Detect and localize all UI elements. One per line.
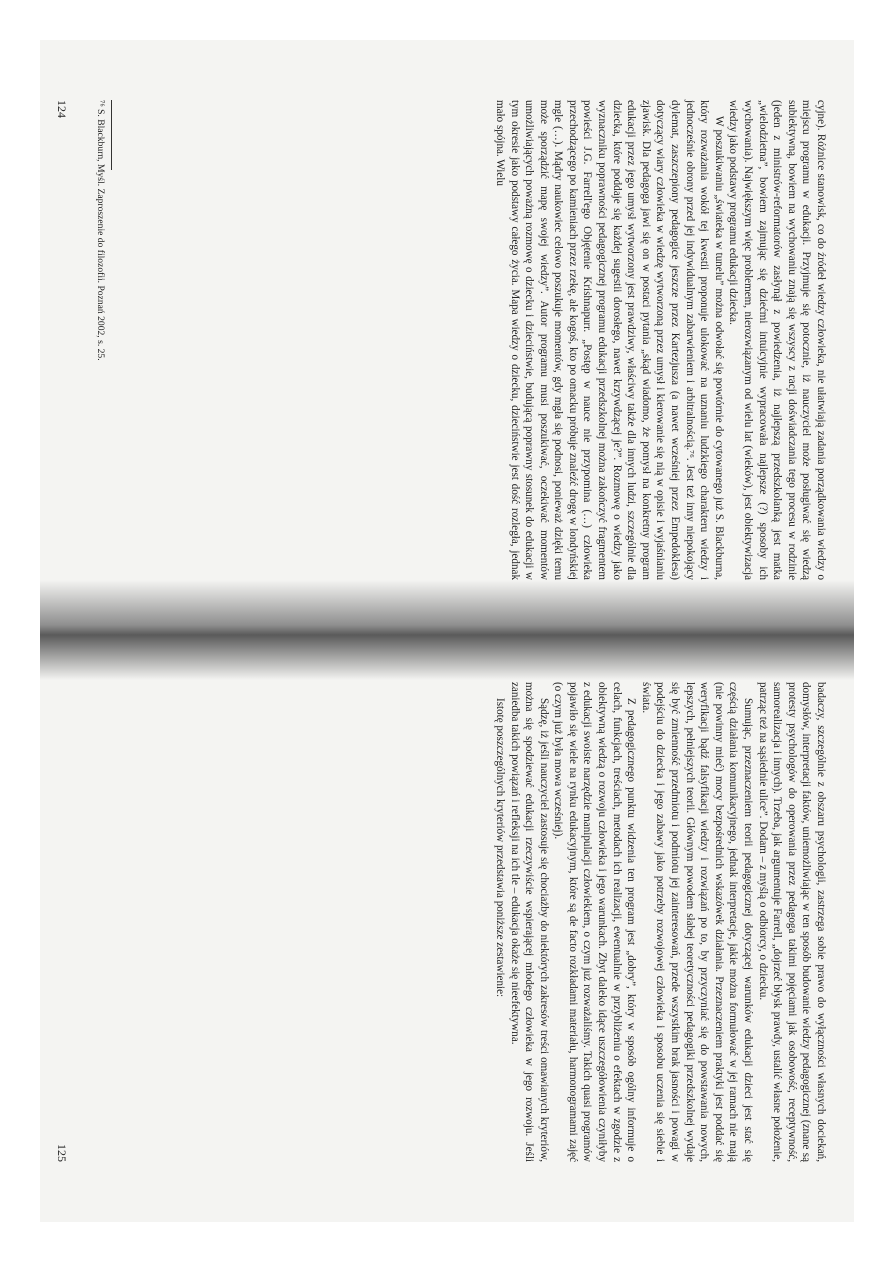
left-paragraph-1: cyjne). Różnice stanowisk, co do źródeł wiedzy człowieka, nie ułatwiają zadania porządkowania wiedzy o miejscu programu w edukacji. Przyjmuje się potocznie, iż nauczyciel może posługiwać się wiedzą subiektywną, bowiem na wychowaniu znają się wszyscy z racji doświadczania tego procesu w rodzinie (jeden z ministrów-reformatorów zasłynął z powiedzenia, iż najlepszą przedszkolanką jest matka „wielodzietna”, bowiem zajmując się dziećmi intuicyjnie wypracowała najlepsze (?) sposoby ich wychowania). Największym więc problemem, nierozwiązanym od wielu lat (wieków), jest obiektywizacja wiedzy jako podstawy programu edukacji dziecka.: [727, 100, 827, 580]
book-spread: [40, 40, 854, 1222]
right-paragraph-5: Istotę poszczególnych kryteriów przedstawia poniższe zestawienie:: [493, 698, 506, 998]
footnote-rule: [111, 100, 112, 170]
left-page: [40, 60, 854, 620]
footnote: [94, 100, 112, 580]
right-paragraph-2: Sumując, przeznaczeniem teorii pedagogicznej dotyczącej warunków edukacji dzieci jest stać się częścią działania komunikacyjnego, jednak interpretacje, jakie można formułować w jej ramach nie mają (nie powinny mieć) mocy bezpośrednich wskazówek działania. Przeznaczeniem praktyki jest poddać się weryfikacji bądź falsyfikacji wiedzy i rozwiązań po to, by przyczyniać się do powstawania nowych, lepszych, pełniejszych teorii. Głównym powodem słabej teoretyczności pedagogiki przedszkolnej wydaje się być zmienność przedmiotu i podmiotu jej zainteresowań, przede wszystkim brak jasności i powagi w podejściu do dziecka i jego zabawy jako potrzeby rozwojowej człowieka i sposobu uczenia się siebie i świata.: [639, 682, 755, 1162]
left-page-text-block: [40, 60, 854, 620]
footnote-text: ⁷⁶ S. Blackburn, Myśl. Zaproszenie do filozofii. Poznań 2002, s. 25.: [95, 100, 106, 361]
page-number-right: 125: [54, 1144, 69, 1162]
right-paragraph-4: Sądzę, iż jeśli nauczyciel zastosuje się chociażby do niektórych zakresów treści omawianych kryteriów, można się spodziewać edukacji rzeczywiście wspierającej młodego człowieka w jego rozwoju. Jeśli zaniedba takich powiązań i refleksji na ich tle – edukacja okaże się nieefektywna.: [508, 682, 550, 1162]
right-paragraph-1: badaczy, szczególnie z obszaru psychologii, zastrzega sobie prawo do wyłączności własnych dociekań, domysłów, interpretacji faktów, uniemożliwiając w ten sposób budowanie wiedzy pedagogicznej (znane są protesty psychologów do operowania przez pedagoga takimi pojęciami jak osobowość, receptywność, samorealizacja i innych). Trzeba, jak argumentuje Farrell, „dojrzeć błysk prawdy, ustalić własne położenie, patrząc też na sąsiednie ulice”. Dodam – z myślą o odbiorcy, o dziecku.: [756, 682, 827, 1162]
page-number-left: 124: [54, 100, 69, 118]
right-paragraph-3: Z pedagogicznego punktu widzenia ten program jest „dobry”, który w sposób ogólny informuje o celach, funkcjach, treściach, metodach ich realizacji, ewentualnie w przybliżeniu o efektach w zgodzie z obiektywną wiedzą o rozwoju człowieka i jego warunkach. Zbyt daleko idące uszczegółowienia czyniłyby z edukacji swoiste narzędzie manipulacji człowiekiem, o czym już rozważaliśmy. Takich quasi programów pojawiło się wiele na rynku edukacyjnym, które są de facto rozkładami materiału, harmonogramami zajęć (o czym już była mowa wcześniej).: [552, 682, 638, 1162]
left-paragraph-2: W poszukiwaniu „świateka w tunelu” można odwołać się powtórnie do cytowanego już S. Blackburna, który rozważania wokół tej kwestii proponuje ulokować na uznaniu ludzkiego charakteru wiedzy i jednocześnie obrony przed jej indywidualnym zabarwieniem i arbitralnością.⁷⁶. Jest też inny niepokojący dylemat, zaszczepiony pedagogice jeszcze przez Kartezjusza (a nawet wcześniej przez Empedoklesa) dotyczący wiary człowieka w wiedzę wytworzoną przez umysł i kierowanie się nią w opisie i wyjaśnianiu zjawisk. Dla pedagoga jawi się on w postaci pytania „skąd wiadomo, że pomysł na konkretny program edukacji przez jego umysł wytworzony jest prawdziwy, właściwy także dla innych ludzi, szczególnie dla dziecka, które poddaje się każdej sugestii dorosłego, nawet krzywdzącej je?”. Rozmowę o wiedzy jako wyznaczniku poprawności pedagogicznej programu edukacji przedszkolnej można zakończyć fragmentem powieści J.G. Farrell'ego Objętenie Krishnapurr. „Postęp w nauce nie przypomina (…) człowieka przechodzącego po kamieniach przez rzekę, ale kogoś, kto po omacku próbuje znaleźć drogę w londyńskiej mgle (…). Mądry naukowiec celowo poszukuje momentów, gdy mgła się podnosi, ponieważ dzięki temu może sporządzić mapę swojej wiedzy”. Autor programu musi poszukiwać, oczekiwać momentów umożliwiających poważną rozmowę o dziecku i dzieciństwie, budującą poprawny stosunek do edukacji w tym okresie jako podstawy całego życia. Mapa wiedzy o dziecku, dzieciństwie jest dość rozległa, jednak mało spójna. Wielu: [493, 100, 725, 580]
right-page-text-block: [40, 642, 854, 1202]
right-page: [40, 642, 854, 1202]
